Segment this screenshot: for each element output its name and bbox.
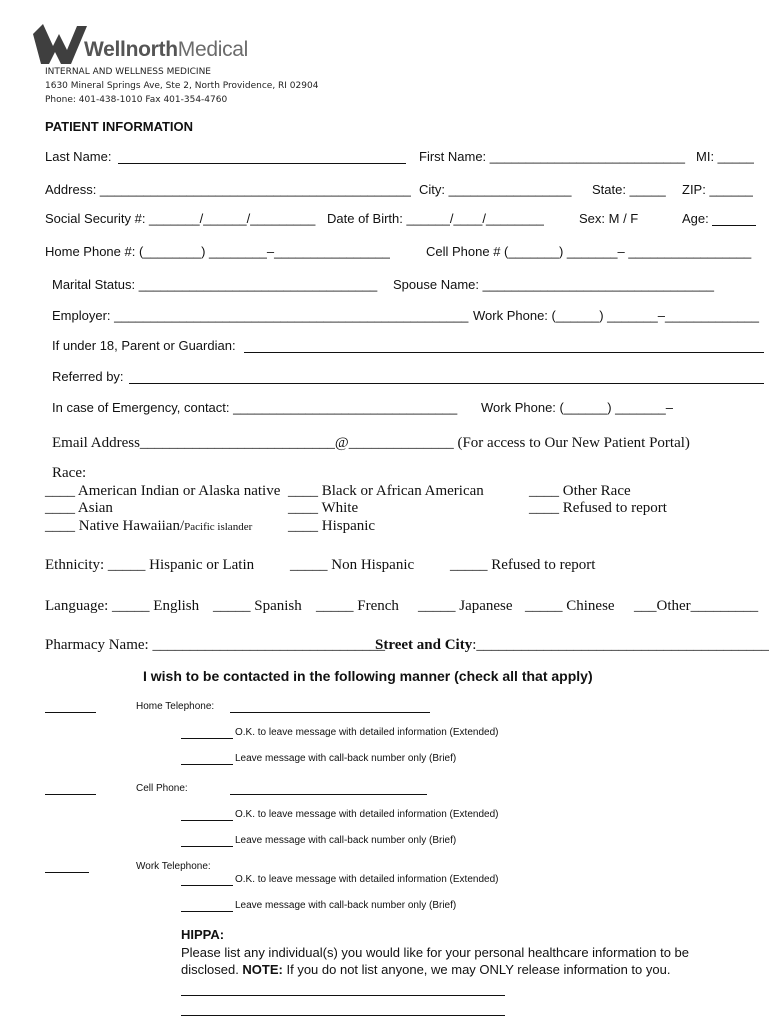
last-name-field[interactable] (118, 163, 406, 164)
practice-phone: Phone: 401-438-1010 Fax 401-354-4760 (45, 95, 228, 105)
race-black[interactable]: ____ Black or African American (288, 483, 484, 499)
cell-extended-checkbox[interactable] (181, 820, 233, 821)
race-refused[interactable]: ____ Refused to report (529, 500, 667, 516)
home-telephone-field[interactable] (230, 712, 430, 713)
hippa-individual-field-1[interactable] (181, 995, 505, 996)
practice-name: INTERNAL AND WELLNESS MEDICINE (45, 67, 211, 77)
sex-field[interactable]: Sex: M / F (579, 211, 639, 226)
age-label: Age: (682, 211, 709, 226)
race-hispanic[interactable]: ____ Hispanic (288, 518, 376, 534)
mi-field[interactable]: MI: _____ (696, 149, 754, 164)
practice-address: 1630 Mineral Springs Ave, Ste 2, North Providence, RI 02904 (45, 81, 319, 91)
work-telephone-checkbox[interactable] (45, 872, 89, 873)
zip-field[interactable]: ZIP: ______ (682, 182, 753, 197)
hippa-text-line2: disclosed. NOTE: If you do not list anyone, we may ONLY release information to you. (181, 962, 671, 977)
ssn-field[interactable]: Social Security #: _______/______/_________ (45, 211, 316, 226)
cell-phone-checkbox[interactable] (45, 794, 96, 795)
hippa-title: HIPPA: (181, 927, 225, 942)
home-extended-checkbox[interactable] (181, 738, 233, 739)
guardian-field[interactable] (244, 352, 764, 353)
language-chinese[interactable]: _____ Chinese (525, 598, 615, 614)
cell-phone-label: Cell Phone: (136, 783, 188, 794)
emergency-contact-field[interactable]: In case of Emergency, contact: _______________________________ (52, 400, 458, 415)
logo-wordmark: WellnorthMedical (84, 38, 249, 61)
work-extended-label: O.K. to leave message with detailed information (Extended) (235, 874, 499, 885)
work-extended-checkbox[interactable] (181, 885, 233, 886)
hippa-individual-field-2[interactable] (181, 1015, 505, 1016)
contact-preferences-heading: I wish to be contacted in the following manner (check all that apply) (143, 668, 593, 684)
cell-brief-checkbox[interactable] (181, 846, 233, 847)
work-brief-label: Leave message with call-back number only (Brief) (235, 900, 457, 911)
work-phone-field[interactable]: Work Phone: (______) _______–_____________ (473, 308, 759, 323)
language-spanish[interactable]: _____ Spanish (213, 598, 302, 614)
city-field[interactable]: City: _________________ (419, 182, 572, 197)
referred-by-label: Referred by: (52, 369, 124, 384)
wellnorth-logo-icon (33, 24, 87, 64)
language-french[interactable]: _____ French (316, 598, 399, 614)
email-field[interactable]: Email Address__________________________@______________ (For access to Our New Patient Portal) (52, 435, 690, 451)
language-english[interactable]: Language: _____ English (45, 598, 200, 614)
ethnicity-non-hispanic[interactable]: _____ Non Hispanic (290, 557, 415, 573)
cell-extended-label: O.K. to leave message with detailed information (Extended) (235, 809, 499, 820)
ethnicity-hispanic[interactable]: Ethnicity: _____ Hispanic or Latin (45, 557, 255, 573)
last-name-label: Last Name: (45, 149, 112, 164)
address-field[interactable]: Address: ___________________________________________ (45, 182, 411, 197)
pharmacy-street-field[interactable]: Street and City:_______________________________________ (375, 637, 769, 653)
referred-by-field[interactable] (129, 383, 764, 384)
work-telephone-label: Work Telephone: (136, 861, 211, 872)
pharmacy-name-field[interactable]: Pharmacy Name: _______________________________ (45, 637, 385, 653)
home-extended-label: O.K. to leave message with detailed information (Extended) (235, 727, 499, 738)
cell-brief-label: Leave message with call-back number only (Brief) (235, 835, 457, 846)
race-label: Race: (52, 465, 87, 481)
emergency-work-phone-field[interactable]: Work Phone: (______) _______– (481, 400, 674, 415)
cell-phone-contact-field[interactable] (230, 794, 427, 795)
hippa-text-line1: Please list any individual(s) you would like for your personal healthcare information to be (181, 945, 689, 960)
age-field[interactable] (712, 225, 756, 226)
work-brief-checkbox[interactable] (181, 911, 233, 912)
marital-status-field[interactable]: Marital Status: _________________________________ (52, 277, 378, 292)
race-american-indian[interactable]: ____ American Indian or Alaska native (45, 483, 281, 499)
home-telephone-label: Home Telephone: (136, 701, 215, 712)
guardian-label: If under 18, Parent or Guardian: (52, 338, 236, 353)
language-japanese[interactable]: _____ Japanese (418, 598, 513, 614)
first-name-field[interactable]: First Name: ___________________________ (419, 149, 685, 164)
race-other[interactable]: ____ Other Race (529, 483, 631, 499)
employer-field[interactable]: Employer: _________________________________________________ (52, 308, 469, 323)
home-telephone-checkbox[interactable] (45, 712, 96, 713)
dob-field[interactable]: Date of Birth: ______/____/________ (327, 211, 544, 226)
ethnicity-refused[interactable]: _____ Refused to report (450, 557, 596, 573)
home-brief-checkbox[interactable] (181, 764, 233, 765)
race-asian[interactable]: ____ Asian (45, 500, 113, 516)
state-field[interactable]: State: _____ (592, 182, 666, 197)
race-white[interactable]: ____ White (288, 500, 359, 516)
cell-phone-field[interactable]: Cell Phone # (_______) _______– _________________ (426, 244, 752, 259)
spouse-name-field[interactable]: Spouse Name: ________________________________ (393, 277, 714, 292)
home-phone-field[interactable]: Home Phone #: (________) ________–________________ (45, 244, 390, 259)
home-brief-label: Leave message with call-back number only (Brief) (235, 753, 457, 764)
language-other[interactable]: ___Other_________ (634, 598, 759, 614)
race-native-hawaiian[interactable]: ____ Native Hawaiian/Pacific islander (45, 518, 253, 534)
section-title: PATIENT INFORMATION (45, 119, 194, 134)
